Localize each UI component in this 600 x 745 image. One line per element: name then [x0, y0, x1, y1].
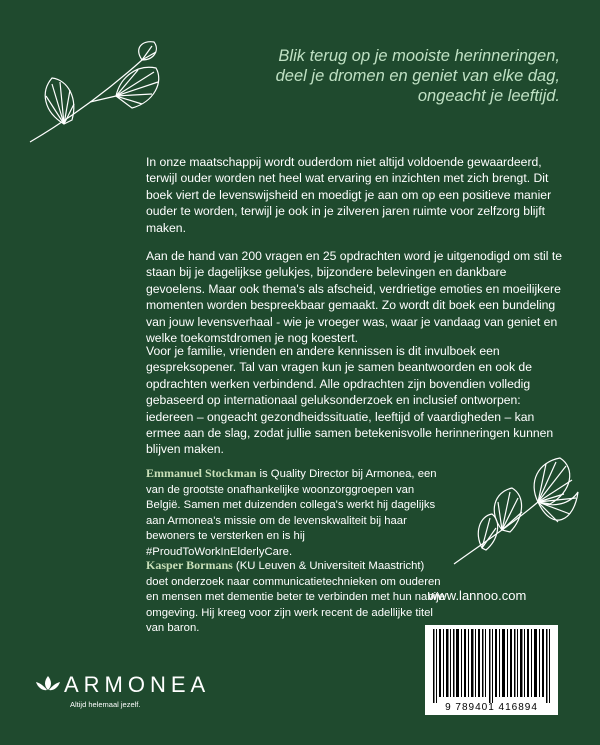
ginkgo-leaves-icon — [452, 452, 582, 572]
tagline-line-3: ongeacht je leeftijd. — [417, 87, 560, 105]
publisher-url: www.lannoo.com — [428, 588, 527, 603]
armonea-slogan: Altijd helemaal jezelf. — [70, 700, 141, 709]
tagline-line-1: Blik terug op je mooiste herinneringen, — [278, 47, 560, 65]
author-text-stockman: is Quality Director bij Armonea, een van de grootste onafhankelijke woonzorggroepen van België. Samen met duizenden collega's werkt hij dagelijks aan Armonea's missie om de levenskwaliteit bij haar bewoners te versterken en is hij #ProudToWorkInElderlyCare. — [146, 468, 437, 558]
isbn-barcode — [425, 625, 558, 715]
armonea-wordmark: ARMONEA — [64, 672, 211, 697]
author-text-bormans: (KU Leuven & Universiteit Maastricht) doet onderzoek naar communicatietechnieken om ouderen en mensen met dementie beter te verbinden met hun nabije omgeving. Hij kreeg voor zijn werk recent de adellijke titel van baron. — [146, 560, 445, 635]
author-name-stockman: Emmanuel Stockman — [146, 466, 257, 480]
barcode-bars — [425, 629, 558, 703]
author-bio-bormans — [146, 558, 446, 637]
family-paragraph: Voor je familie, vrienden en andere kennissen is dit invulboek een gespreksopener. Tal van vragen kun je samen beantwoorden en ook de opdrachten werken verbindend. Alle opdrachten zijn bovendien volledig gebaseerd op internationaal geluksonderzoek en inclusief ontworpen: iedereen – ongeacht gezondheidssituatie, leeftijd of vaardigheden – kan ermee aan de slag, zodat jullie samen betekenisvolle herinneringen kunnen blijven maken. — [146, 344, 554, 457]
content-paragraph: Aan de hand van 200 vragen en 25 opdrachten word je uitgenodigd om stil te staan bij je dagelijkse gelukjes, bijzondere belevingen en dankbare gevoelens. Maar ook thema's als afscheid, verdrietige emoties en moeilijkere momenten worden bespreekbaar gemaakt. Zo wordt dit boek een bundeling van jouw levensverhaal - wie je vroeger was, waar je vandaag van geniet en welke toekomstdromen je nog koestert. — [146, 249, 563, 346]
intro-paragraph: In onze maatschappij wordt ouderdom niet altijd voldoende gewaardeerd, terwijl ouder worden net heel wat ervaring en inzichten met zich brengt. Dit boek viert de levenswijsheid en moedigt je aan om op een positieve manier ouder te worden, terwijl je ook in je zilveren jaren ruimte voor zelfzorg blijft maken. — [146, 155, 552, 235]
author-name-bormans: Kasper Bormans — [146, 558, 233, 572]
tagline-line-2: deel je dromen en geniet van elke dag, — [275, 67, 560, 85]
isbn-number: 9 789401 416894 — [445, 702, 538, 713]
tagline — [150, 46, 560, 106]
lotus-icon — [34, 674, 62, 694]
author-bio-stockman — [146, 466, 446, 561]
